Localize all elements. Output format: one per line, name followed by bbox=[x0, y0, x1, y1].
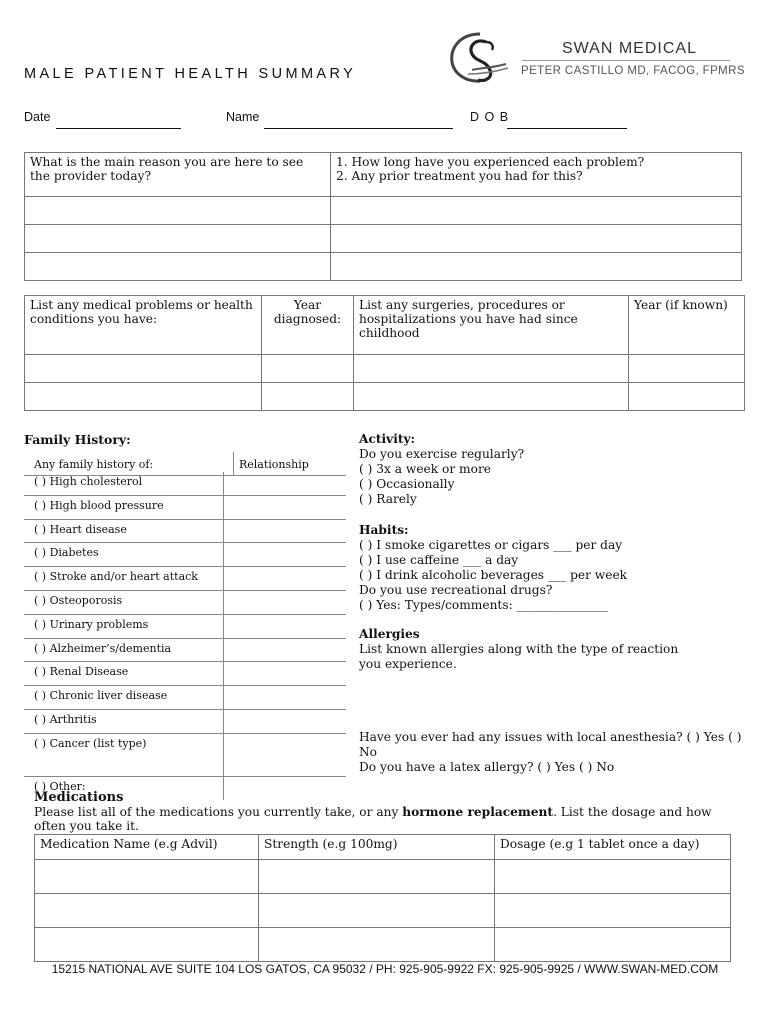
dosage-cell[interactable] bbox=[495, 928, 731, 962]
family-history-item: ( ) Renal Disease bbox=[34, 665, 129, 679]
family-history-row[interactable] bbox=[24, 496, 346, 520]
name-label: Name bbox=[226, 110, 260, 124]
family-history-row[interactable] bbox=[24, 639, 346, 663]
treatment-question: 2. Any prior treatment you had for this? bbox=[336, 169, 583, 183]
family-history-item: ( ) High cholesterol bbox=[34, 475, 143, 488]
medication-cell[interactable] bbox=[35, 860, 259, 894]
relationship-cell[interactable] bbox=[223, 710, 346, 733]
medication-cell[interactable] bbox=[35, 928, 259, 962]
problems-table bbox=[24, 295, 745, 411]
medications-intro bbox=[34, 805, 734, 833]
family-history-row[interactable] bbox=[24, 734, 346, 777]
family-history-row[interactable] bbox=[24, 591, 346, 615]
family-history-row[interactable] bbox=[24, 662, 346, 686]
strength-header: Strength (e.g 100mg) bbox=[259, 835, 495, 860]
dosage-cell[interactable] bbox=[495, 894, 731, 928]
strength-cell[interactable] bbox=[259, 928, 495, 962]
name-field[interactable] bbox=[264, 128, 453, 129]
medication-name-header: Medication Name (e.g Advil) bbox=[35, 835, 259, 860]
reason-cell[interactable] bbox=[25, 225, 331, 253]
family-history-item: ( ) Diabetes bbox=[34, 546, 99, 560]
medication-cell[interactable] bbox=[35, 894, 259, 928]
relationship-cell[interactable] bbox=[223, 615, 346, 638]
relationship-cell[interactable] bbox=[223, 591, 346, 614]
medications-intro-a: Please list all of the medications you currently take, or any bbox=[34, 805, 403, 819]
family-history-row[interactable] bbox=[24, 615, 346, 639]
habits-title: Habits: bbox=[359, 523, 409, 537]
reason-header: What is the main reason you are here to see the provider today? bbox=[25, 153, 331, 197]
activity-section bbox=[359, 432, 749, 507]
date-field[interactable] bbox=[56, 128, 181, 129]
family-history-item: ( ) Urinary problems bbox=[34, 617, 149, 631]
strength-cell[interactable] bbox=[259, 860, 495, 894]
relationship-cell[interactable] bbox=[223, 496, 346, 519]
allergies-title: Allergies bbox=[359, 627, 420, 641]
dosage-header: Dosage (e.g 1 tablet once a day) bbox=[495, 835, 731, 860]
relationship-cell[interactable] bbox=[223, 662, 346, 685]
duration-cell[interactable] bbox=[331, 253, 742, 281]
family-history-item: ( ) Osteoporosis bbox=[34, 593, 123, 607]
family-history-item: ( ) Stroke and/or heart attack bbox=[34, 570, 198, 584]
relationship-cell[interactable] bbox=[223, 567, 346, 590]
dob-field[interactable] bbox=[507, 128, 627, 129]
duration-header bbox=[331, 153, 742, 197]
relationship-col: Relationship bbox=[234, 452, 347, 475]
family-history-row[interactable] bbox=[24, 567, 346, 591]
activity-title: Activity: bbox=[359, 432, 416, 446]
drugs-question: Do you use recreational drugs? bbox=[359, 583, 553, 597]
conditions-header: List any medical problems or health conditions you have: bbox=[25, 296, 262, 355]
reason-cell[interactable] bbox=[25, 197, 331, 225]
family-history-item: ( ) Heart disease bbox=[34, 522, 127, 536]
latex-question[interactable]: Do you have a latex allergy? ( ) Yes ( ) No bbox=[359, 760, 615, 774]
strength-cell[interactable] bbox=[259, 894, 495, 928]
brand-divider bbox=[522, 60, 730, 61]
smoke-option[interactable]: ( ) I smoke cigarettes or cigars ___ per day bbox=[359, 538, 623, 552]
relationship-cell[interactable] bbox=[223, 520, 346, 543]
family-history-title: Family History: bbox=[24, 432, 131, 447]
family-history-col1: Any family history of: bbox=[24, 452, 234, 475]
hormone-replacement-text: hormone replacement bbox=[402, 805, 554, 819]
activity-question: Do you exercise regularly? bbox=[359, 447, 525, 461]
condition-cell[interactable] bbox=[25, 355, 262, 383]
relationship-cell[interactable] bbox=[223, 734, 346, 776]
doctor-name: PETER CASTILLO MD, FACOG, FPMRS bbox=[521, 65, 745, 77]
relationship-cell[interactable] bbox=[223, 686, 346, 709]
relationship-cell[interactable] bbox=[223, 472, 346, 495]
year-cell[interactable] bbox=[262, 355, 354, 383]
family-history-list bbox=[24, 472, 346, 800]
family-history-item: ( ) High blood pressure bbox=[34, 498, 164, 512]
family-history-item: ( ) Other: bbox=[34, 779, 86, 793]
family-history-row[interactable] bbox=[24, 710, 346, 734]
footer-address: 15215 NATIONAL AVE SUITE 104 LOS GATOS, CA 95032 / PH: 925-905-9922 FX: 925-905-9925 / WWW.SWAN-MED.COM bbox=[51, 962, 719, 976]
year-known-header: Year (if known) bbox=[629, 296, 745, 355]
family-history-item: ( ) Cancer (list type) bbox=[34, 736, 147, 750]
duration-question: 1. How long have you experienced each problem? bbox=[336, 155, 645, 169]
activity-option[interactable]: ( ) Rarely bbox=[359, 492, 417, 506]
surgeries-header: List any surgeries, procedures or hospitalizations you have had since childhood bbox=[354, 296, 629, 355]
surgery-cell[interactable] bbox=[354, 355, 629, 383]
year-cell[interactable] bbox=[629, 383, 745, 411]
dosage-cell[interactable] bbox=[495, 860, 731, 894]
medications-intro-b: . List the dosage and how often you take it. bbox=[34, 805, 712, 833]
medications-table bbox=[34, 834, 731, 962]
habits-section bbox=[359, 523, 759, 613]
duration-cell[interactable] bbox=[331, 197, 742, 225]
relationship-cell[interactable] bbox=[223, 639, 346, 662]
swan-logo-icon bbox=[446, 30, 510, 84]
allergies-section bbox=[359, 627, 689, 672]
duration-cell[interactable] bbox=[331, 225, 742, 253]
reason-cell[interactable] bbox=[25, 253, 331, 281]
family-history-row[interactable] bbox=[24, 543, 346, 567]
relationship-cell[interactable] bbox=[223, 543, 346, 566]
surgery-cell[interactable] bbox=[354, 383, 629, 411]
reason-table bbox=[24, 152, 742, 281]
date-label: Date bbox=[24, 110, 51, 124]
year-cell[interactable] bbox=[629, 355, 745, 383]
page-title: MALE PATIENT HEALTH SUMMARY bbox=[24, 66, 357, 82]
anesthesia-question[interactable]: Have you ever had any issues with local anesthesia? ( ) Yes ( ) No bbox=[359, 730, 742, 759]
medications-section bbox=[34, 790, 734, 833]
year-diagnosed-header: Year diagnosed: bbox=[262, 296, 354, 355]
allergy-questions bbox=[359, 730, 759, 775]
family-history-row[interactable] bbox=[24, 472, 346, 496]
dob-label: D O B bbox=[470, 110, 510, 124]
drugs-option[interactable]: ( ) Yes: Types/comments: _______________ bbox=[359, 598, 608, 612]
brand-name: SWAN MEDICAL bbox=[562, 40, 697, 57]
family-history-item: ( ) Alzheimer’s/dementia bbox=[34, 641, 172, 655]
caffeine-option[interactable]: ( ) I use caffeine ___ a day bbox=[359, 553, 519, 567]
activity-option[interactable]: ( ) Occasionally bbox=[359, 477, 455, 491]
family-history-item: ( ) Arthritis bbox=[34, 712, 97, 726]
family-history-item: ( ) Chronic liver disease bbox=[34, 689, 168, 703]
year-cell[interactable] bbox=[262, 383, 354, 411]
alcohol-option[interactable]: ( ) I drink alcoholic beverages ___ per week bbox=[359, 568, 628, 582]
family-history-row[interactable] bbox=[24, 520, 346, 544]
condition-cell[interactable] bbox=[25, 383, 262, 411]
activity-option[interactable]: ( ) 3x a week or more bbox=[359, 462, 491, 476]
medications-title: Medications bbox=[34, 790, 124, 805]
allergies-text: List known allergies along with the type of reaction you experience. bbox=[359, 642, 679, 671]
family-history-row[interactable] bbox=[24, 686, 346, 710]
